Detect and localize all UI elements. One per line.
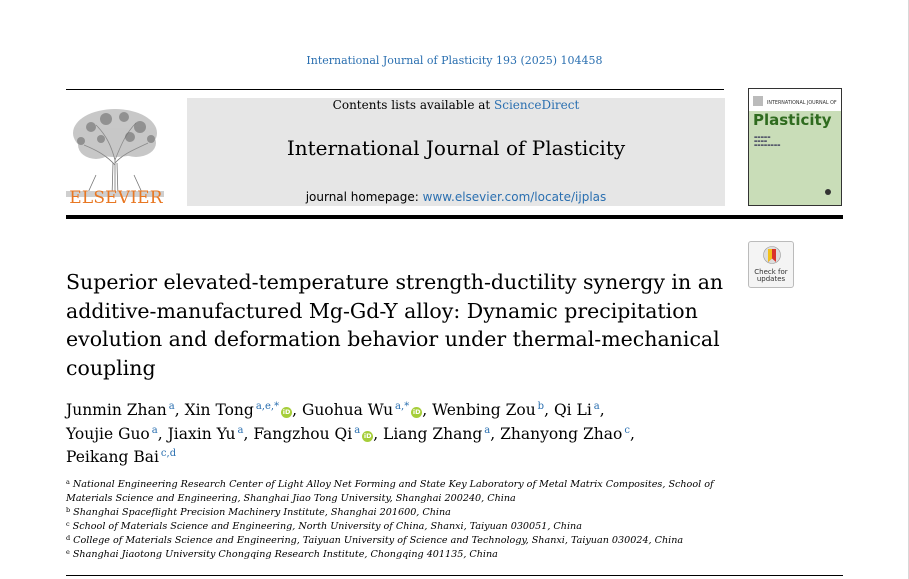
affiliation-marker[interactable]: c,d (158, 448, 177, 459)
journal-reference-link[interactable]: International Journal of Plasticity 193 (2025) 104458 (306, 54, 603, 67)
affiliation-marker[interactable]: a,* (393, 401, 410, 412)
author-name[interactable] (66, 401, 175, 419)
cover-title: Plasticity (753, 111, 832, 129)
affiliation-mark: b (66, 506, 71, 514)
check-updates-line2: updates (756, 275, 786, 283)
author-name[interactable] (66, 448, 176, 466)
affiliation-item (66, 520, 726, 534)
affiliation-item (66, 548, 726, 562)
author-name-text[interactable]: Guohua Wu (301, 401, 394, 419)
journal-title: International Journal of Plasticity (286, 136, 626, 160)
contents-prefix: Contents lists available at (332, 98, 495, 112)
affiliation-text: School of Materials Science and Engineering, North University of China, Shanxi, Taiyuan 030051, China (72, 521, 582, 532)
affiliation-list (66, 478, 726, 562)
affiliation-mark: e (66, 548, 70, 556)
affiliation-text: Shanghai Spaceflight Precision Machinery Institute, Shanghai 201600, China (73, 507, 451, 518)
cover-editor-lines: ▬▬▬▬▬ ▬▬▬▬ ▬▬▬▬▬▬▬▬ (754, 135, 781, 147)
affiliation-marker[interactable]: a (149, 424, 158, 436)
journal-cover-thumbnail[interactable] (748, 88, 842, 206)
author-name-text[interactable]: Youjie Guo (66, 424, 150, 443)
author-name-text[interactable]: Jiaxin Yu (167, 424, 236, 443)
elsevier-wordmark: ELSEVIER (69, 188, 163, 208)
author-name[interactable] (168, 425, 244, 443)
author-name[interactable] (253, 425, 373, 443)
author-list: Junmin Zhan $^a$, Xin Tong $^{a,e,*}$ iD , Guohua Wu $^{a,*}$ iD , Wenbing Zou $^b$, Qi Li $^a$, Youjie Guo $^a$, Jiaxin Yu $^a$, Fangzhou Qi $^a$ iD , Liang Zhang $^a$, Zhanyong Zhao $^c$, Peikang Bai $^{c,d}$ (66, 401, 635, 466)
journal-homepage-line (187, 190, 725, 204)
author-name[interactable] (302, 401, 422, 419)
homepage-prefix: journal homepage: (305, 190, 423, 204)
affiliation-marker[interactable]: a (235, 424, 244, 436)
check-for-updates-button[interactable] (748, 241, 794, 288)
affiliation-marker[interactable]: a (482, 424, 491, 436)
author-name-text[interactable]: Liang Zhang (383, 424, 483, 443)
author-name[interactable] (432, 401, 544, 419)
affiliation-text: Shanghai Jiaotong University Chongqing Research Institute, Chongqing 401135, China (72, 549, 498, 560)
check-updates-line1: Check for (754, 268, 788, 276)
author-name[interactable] (383, 425, 490, 443)
orcid-icon[interactable]: iD (412, 408, 421, 416)
author-name-text[interactable]: Zhanyong Zhao (500, 424, 623, 443)
orcid-icon[interactable]: iD (363, 431, 372, 440)
author-name-text[interactable]: Peikang Bai (66, 448, 159, 466)
article-title: Superior elevated-temperature strength-ductility synergy in an additive-manufactured Mg-Gd-Y alloy: Dynamic precipitation evolution and deformation behavior under thermal-mechanical coupling (66, 270, 724, 380)
check-for-updates-label (749, 269, 793, 283)
affiliation-marker[interactable]: a (352, 424, 361, 436)
orcid-icon[interactable]: iD (282, 408, 291, 416)
affiliation-marker[interactable]: c (622, 424, 630, 436)
affiliation-item (66, 478, 726, 506)
header-top-rule (66, 89, 724, 90)
cover-logo-icon (825, 189, 831, 195)
author-name-text[interactable]: Wenbing Zou (432, 401, 536, 419)
affiliation-item (66, 534, 726, 548)
affiliation-mark: c (66, 520, 70, 528)
affiliation-mark: d (66, 534, 71, 542)
contents-available-line (187, 98, 725, 112)
author-name-text[interactable]: Junmin Zhan (66, 401, 167, 419)
affiliation-text: National Engineering Research Center of Light Alloy Net Forming and State Key Laboratory of Metal Matrix Composites, School of Materials Science and Engineering, Shanghai Jiao Tong University, Shanghai 200240, China (66, 479, 714, 504)
affiliation-mark: a (66, 478, 70, 486)
affiliation-marker[interactable]: a,e,* (253, 401, 280, 412)
affiliation-item (66, 506, 726, 520)
author-name-text[interactable]: Xin Tong (184, 401, 254, 419)
cover-publisher-icon (753, 96, 763, 106)
author-name[interactable] (554, 401, 600, 419)
affiliations-bottom-rule (66, 575, 843, 576)
affiliation-marker[interactable]: a (591, 401, 600, 412)
journal-homepage-link[interactable]: www.elsevier.com/locate/ijplas (422, 190, 607, 204)
affiliation-marker[interactable]: b (535, 401, 545, 412)
header-bottom-rule (66, 215, 843, 219)
bookmark-icon (763, 246, 781, 268)
author-name[interactable] (185, 401, 293, 419)
author-name-text[interactable]: Qi Li (553, 401, 592, 419)
affiliation-text: College of Materials Science and Engineering, Taiyuan University of Science and Technology, Shanxi, Taiyuan 030024, China (73, 535, 684, 546)
affiliation-marker[interactable]: a (166, 401, 175, 412)
author-name-text[interactable]: Fangzhou Qi (253, 424, 353, 443)
journal-masthead (187, 98, 725, 206)
author-name[interactable] (66, 425, 158, 443)
sciencedirect-link[interactable]: ScienceDirect (494, 98, 580, 112)
cover-journal-label: INTERNATIONAL JOURNAL OF (767, 101, 837, 106)
author-name[interactable] (500, 425, 630, 443)
